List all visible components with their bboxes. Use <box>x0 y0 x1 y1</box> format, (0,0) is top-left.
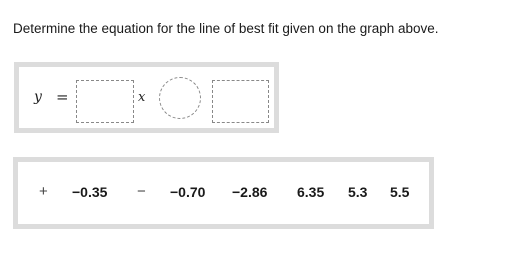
equation-panel <box>14 62 279 133</box>
tile-6-35[interactable]: 6.35 <box>297 184 325 200</box>
tile-neg-0-70[interactable]: −0.70 <box>170 184 206 200</box>
tile-5-3[interactable]: 5.3 <box>348 184 368 200</box>
operator-drop-slot[interactable] <box>159 77 201 119</box>
tile-5-5[interactable]: 5.5 <box>390 184 410 200</box>
slope-drop-slot[interactable] <box>76 80 134 123</box>
intercept-drop-slot[interactable] <box>212 80 269 123</box>
answer-tiles-panel <box>13 157 434 229</box>
equation-x-label: x <box>138 90 146 105</box>
tile-neg-2-86[interactable]: −2.86 <box>232 184 268 200</box>
equation-equals-sign: = <box>56 88 69 106</box>
tile-neg-0-35[interactable]: −0.35 <box>72 184 108 200</box>
equation-y-label: y <box>34 89 42 105</box>
tile-plus[interactable]: + <box>39 183 48 200</box>
question-text: Determine the equation for the line of best fit given on the graph above. <box>13 21 439 36</box>
tile-minus[interactable]: − <box>137 183 146 200</box>
